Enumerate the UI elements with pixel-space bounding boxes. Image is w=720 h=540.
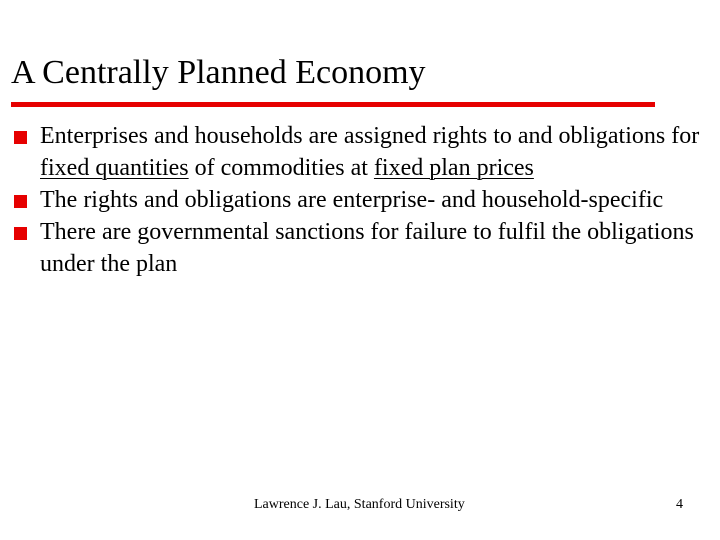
bullet-item	[12, 120, 702, 184]
bullet-item	[12, 216, 702, 280]
bullet-text: The rights and obligations are enterprise- and household-specific	[40, 187, 664, 213]
bullet-item	[12, 184, 702, 216]
square-bullet-icon	[14, 195, 27, 208]
bullet-text-part: of commodities at	[188, 155, 374, 181]
slide-title: A Centrally Planned Economy	[11, 54, 426, 91]
square-bullet-icon	[14, 227, 27, 240]
page-number: 4	[676, 497, 683, 512]
square-bullet-icon	[14, 131, 27, 144]
bullet-text: There are governmental sanctions for failure to fulfil the obligations under the plan	[40, 219, 694, 277]
bullet-list	[12, 120, 702, 280]
footer-author: Lawrence J. Lau, Stanford University	[254, 497, 465, 512]
underlined-term: fixed plan prices	[373, 155, 534, 181]
bullet-text	[40, 123, 699, 181]
underlined-term: fixed quantities	[40, 155, 189, 181]
title-underline	[11, 102, 655, 107]
bullet-text-part: Enterprises and households are assigned rights to and obligations for	[40, 123, 700, 149]
